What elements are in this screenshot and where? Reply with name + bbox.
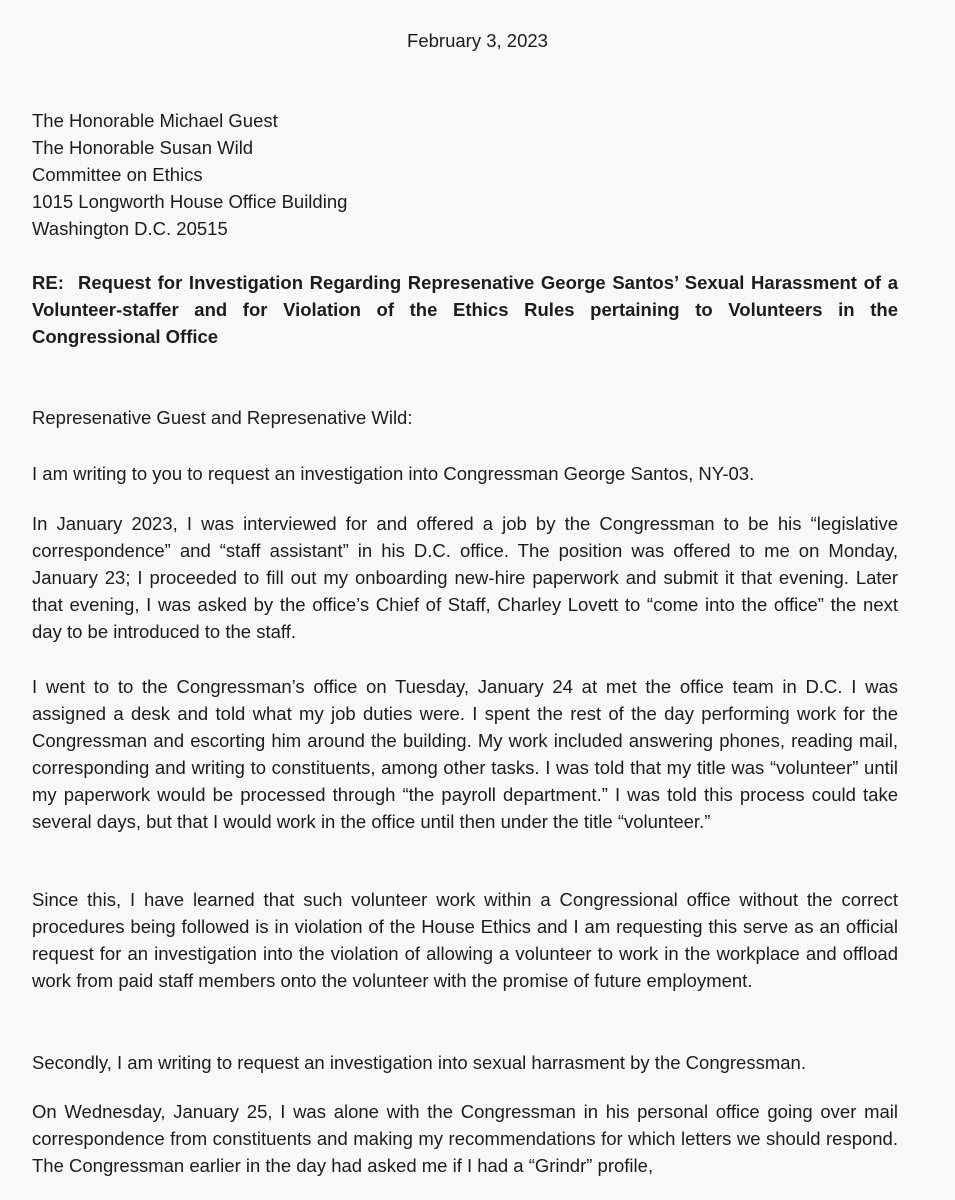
salutation: Represenative Guest and Represenative Wild:	[32, 407, 413, 428]
subject-line	[32, 269, 898, 350]
recipient-address	[32, 107, 898, 242]
recipient-line: Washington D.C. 20515	[32, 218, 228, 239]
recipient-line: Committee on Ethics	[32, 164, 203, 185]
paragraph: On Wednesday, January 25, I was alone with the Congressman in his personal office going over mail correspondence from constituents and making my recommendations for which letters we should respond. The Congressman earlier in the day had asked me if I had a “Grindr” profile,	[32, 1101, 898, 1176]
paragraph: I went to to the Congressman’s office on Tuesday, January 24 at met the office team in D.C. I was assigned a desk and told what my job duties were. I spent the rest of the day performing work for the Congressman and escorting him around the building. My work included answering phones, reading mail, corresponding and writing to constituents, among other tasks. I was told that my title was “volunteer” until my paperwork would be processed through “the payroll department.” I was told this process could take several days, but that I would work in the office until then under the title “volunteer.”	[32, 676, 898, 832]
subject-text: Request for Investigation Regarding Represenative George Santos’ Sexual Harassment of a Volunteer-staffer and for Violation of the Ethics Rules pertaining to Volunteers in the Congressional Office	[32, 272, 898, 347]
paragraph: Since this, I have learned that such volunteer work within a Congressional office without the correct procedures being followed is in violation of the House Ethics and I am requesting this serve as an official request for an investigation into the violation of allowing a volunteer to work in the workplace and offload work from paid staff members onto the volunteer with the promise of future employment.	[32, 889, 898, 991]
paragraph: In January 2023, I was interviewed for and offered a job by the Congressman to be his “legislative correspondence” and “staff assistant” in his D.C. office. The position was offered to me on Monday, January 23; I proceeded to fill out my onboarding new-hire paperwork and submit it that evening. Later that evening, I was asked by the office’s Chief of Staff, Charley Lovett to “come into the office” the next day to be introduced to the staff.	[32, 513, 898, 642]
paragraph: Secondly, I am writing to request an investigation into sexual harrasment by the Congressman.	[32, 1052, 806, 1073]
recipient-line: The Honorable Michael Guest	[32, 110, 278, 131]
subject-label: RE:	[32, 272, 64, 293]
recipient-line: The Honorable Susan Wild	[32, 137, 254, 158]
letter-date: February 3, 2023	[407, 30, 548, 51]
recipient-line: 1015 Longworth House Office Building	[32, 191, 348, 212]
paragraph: I am writing to you to request an investigation into Congressman George Santos, NY-03.	[32, 463, 755, 484]
